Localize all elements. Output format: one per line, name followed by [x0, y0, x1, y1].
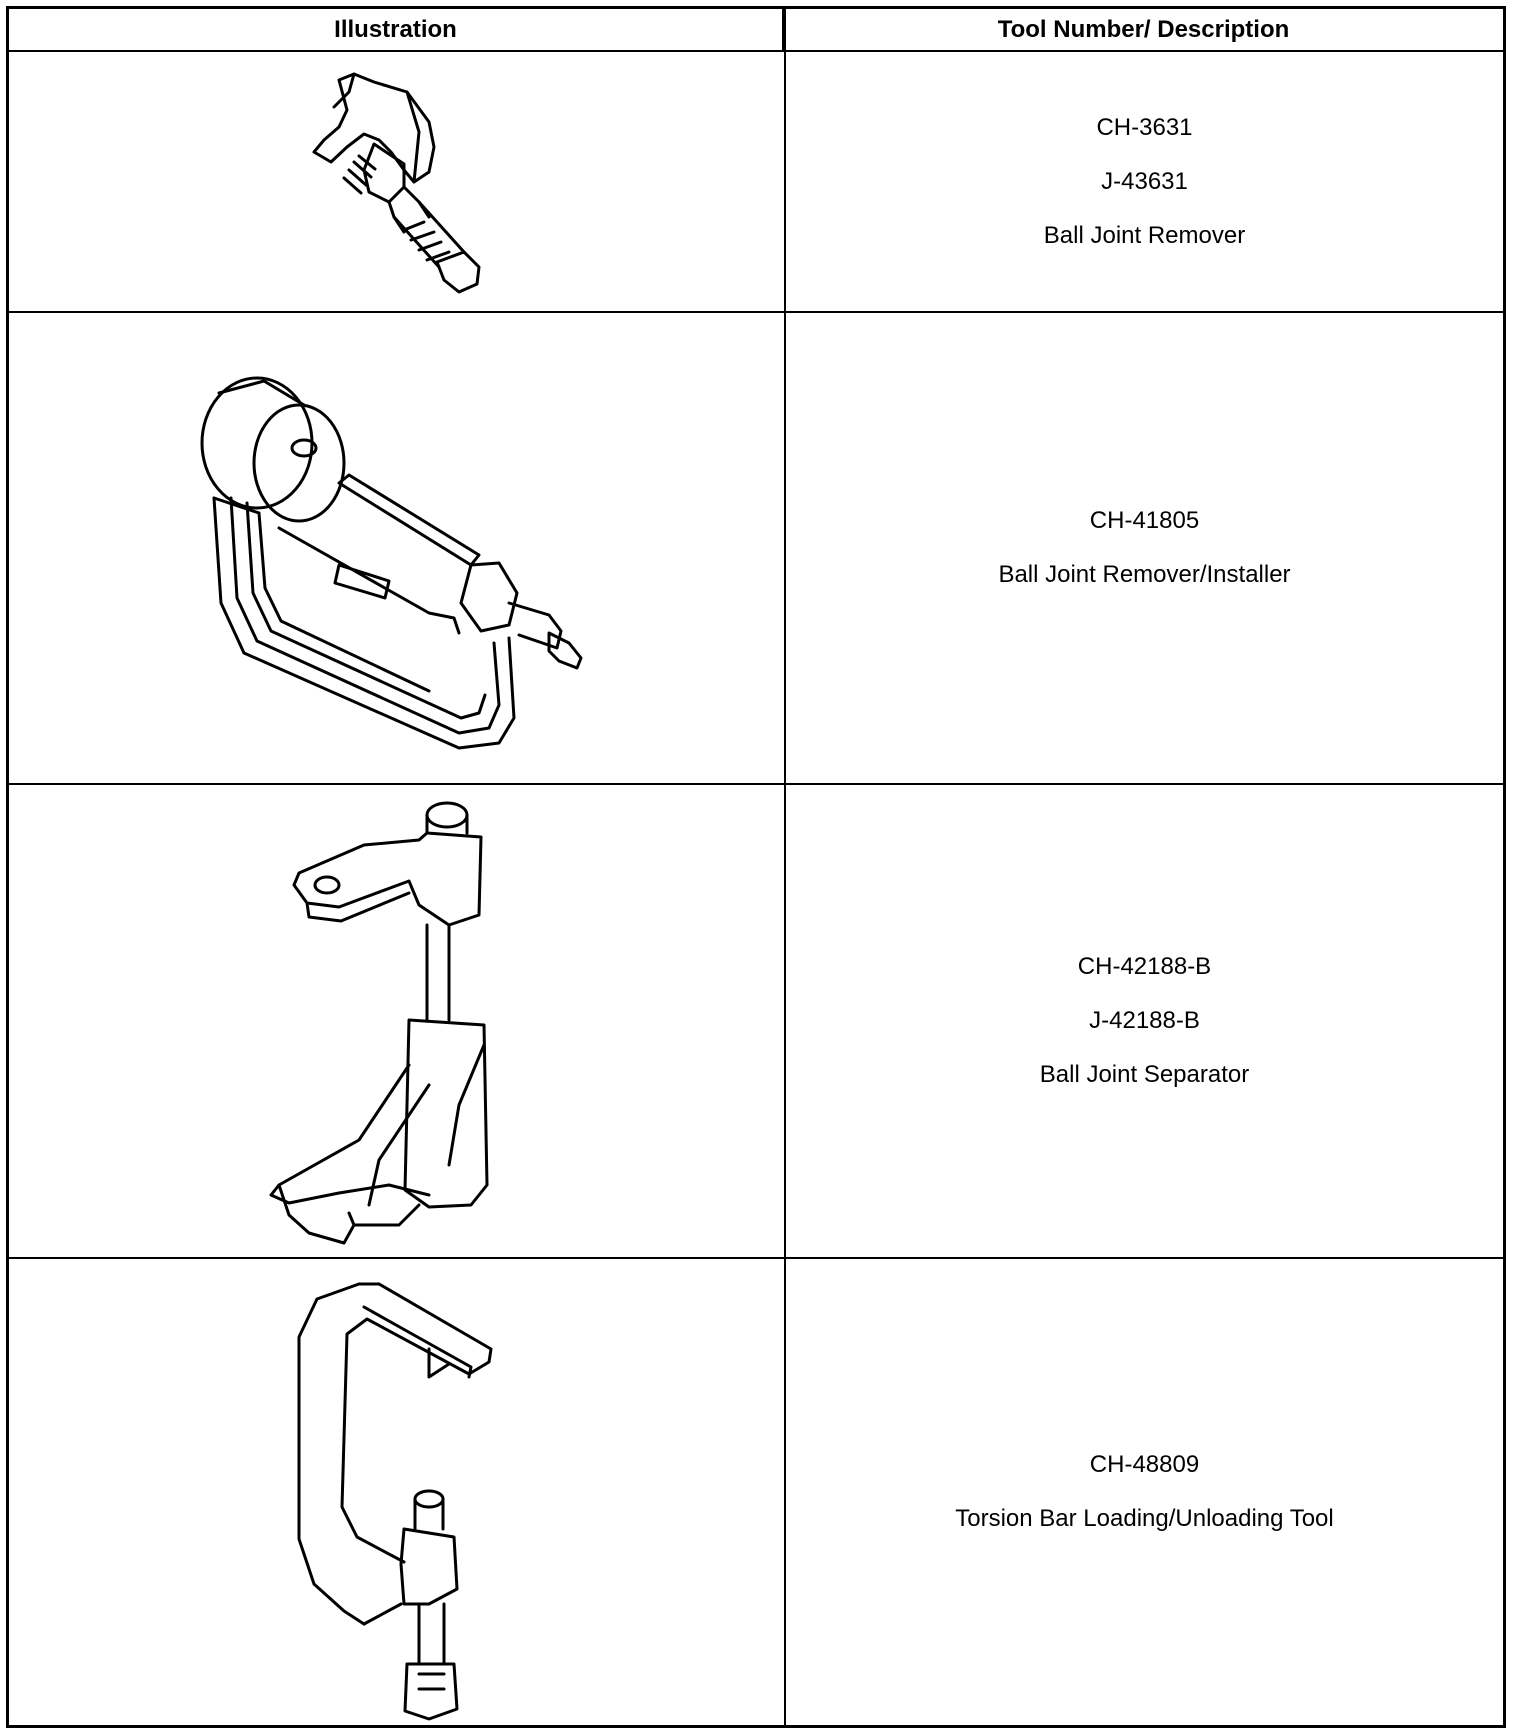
table-row-2-description: [786, 313, 1503, 783]
tool-description: Torsion Bar Loading/Unloading Tool: [955, 1505, 1334, 1532]
ball-joint-remover-installer-icon: [9, 313, 784, 783]
ball-joint-separator-icon: [9, 785, 784, 1257]
tool-number-alt: J-43631: [1101, 167, 1188, 195]
table-row-1-illustration: [9, 52, 784, 311]
tool-number: CH-3631: [1096, 113, 1193, 141]
table-row-1-description: [786, 52, 1503, 311]
tool-number: CH-48809: [1089, 1451, 1200, 1478]
tool-description: Ball Joint Remover: [1043, 221, 1246, 249]
tool-description: Ball Joint Separator: [1039, 1061, 1250, 1088]
table-row-4-description: [786, 1259, 1503, 1725]
tool-number: CH-42188-B: [1077, 953, 1212, 980]
description-header: Tool Number/ Description: [997, 15, 1290, 43]
tool-number: CH-41805: [1089, 507, 1200, 534]
ball-joint-remover-icon: [9, 52, 784, 311]
tool-number-alt: J-42188-B: [1089, 1007, 1200, 1034]
table-row-4-illustration: [9, 1259, 784, 1725]
table-row-2-illustration: [9, 313, 784, 783]
tool-description: Ball Joint Remover/Installer: [998, 561, 1291, 588]
torsion-bar-tool-icon: [9, 1259, 784, 1725]
table-row-3-description: [786, 785, 1503, 1257]
tool-table: [6, 6, 1506, 1728]
illustration-header: Illustration: [9, 9, 784, 50]
table-row-3-illustration: [9, 785, 784, 1257]
